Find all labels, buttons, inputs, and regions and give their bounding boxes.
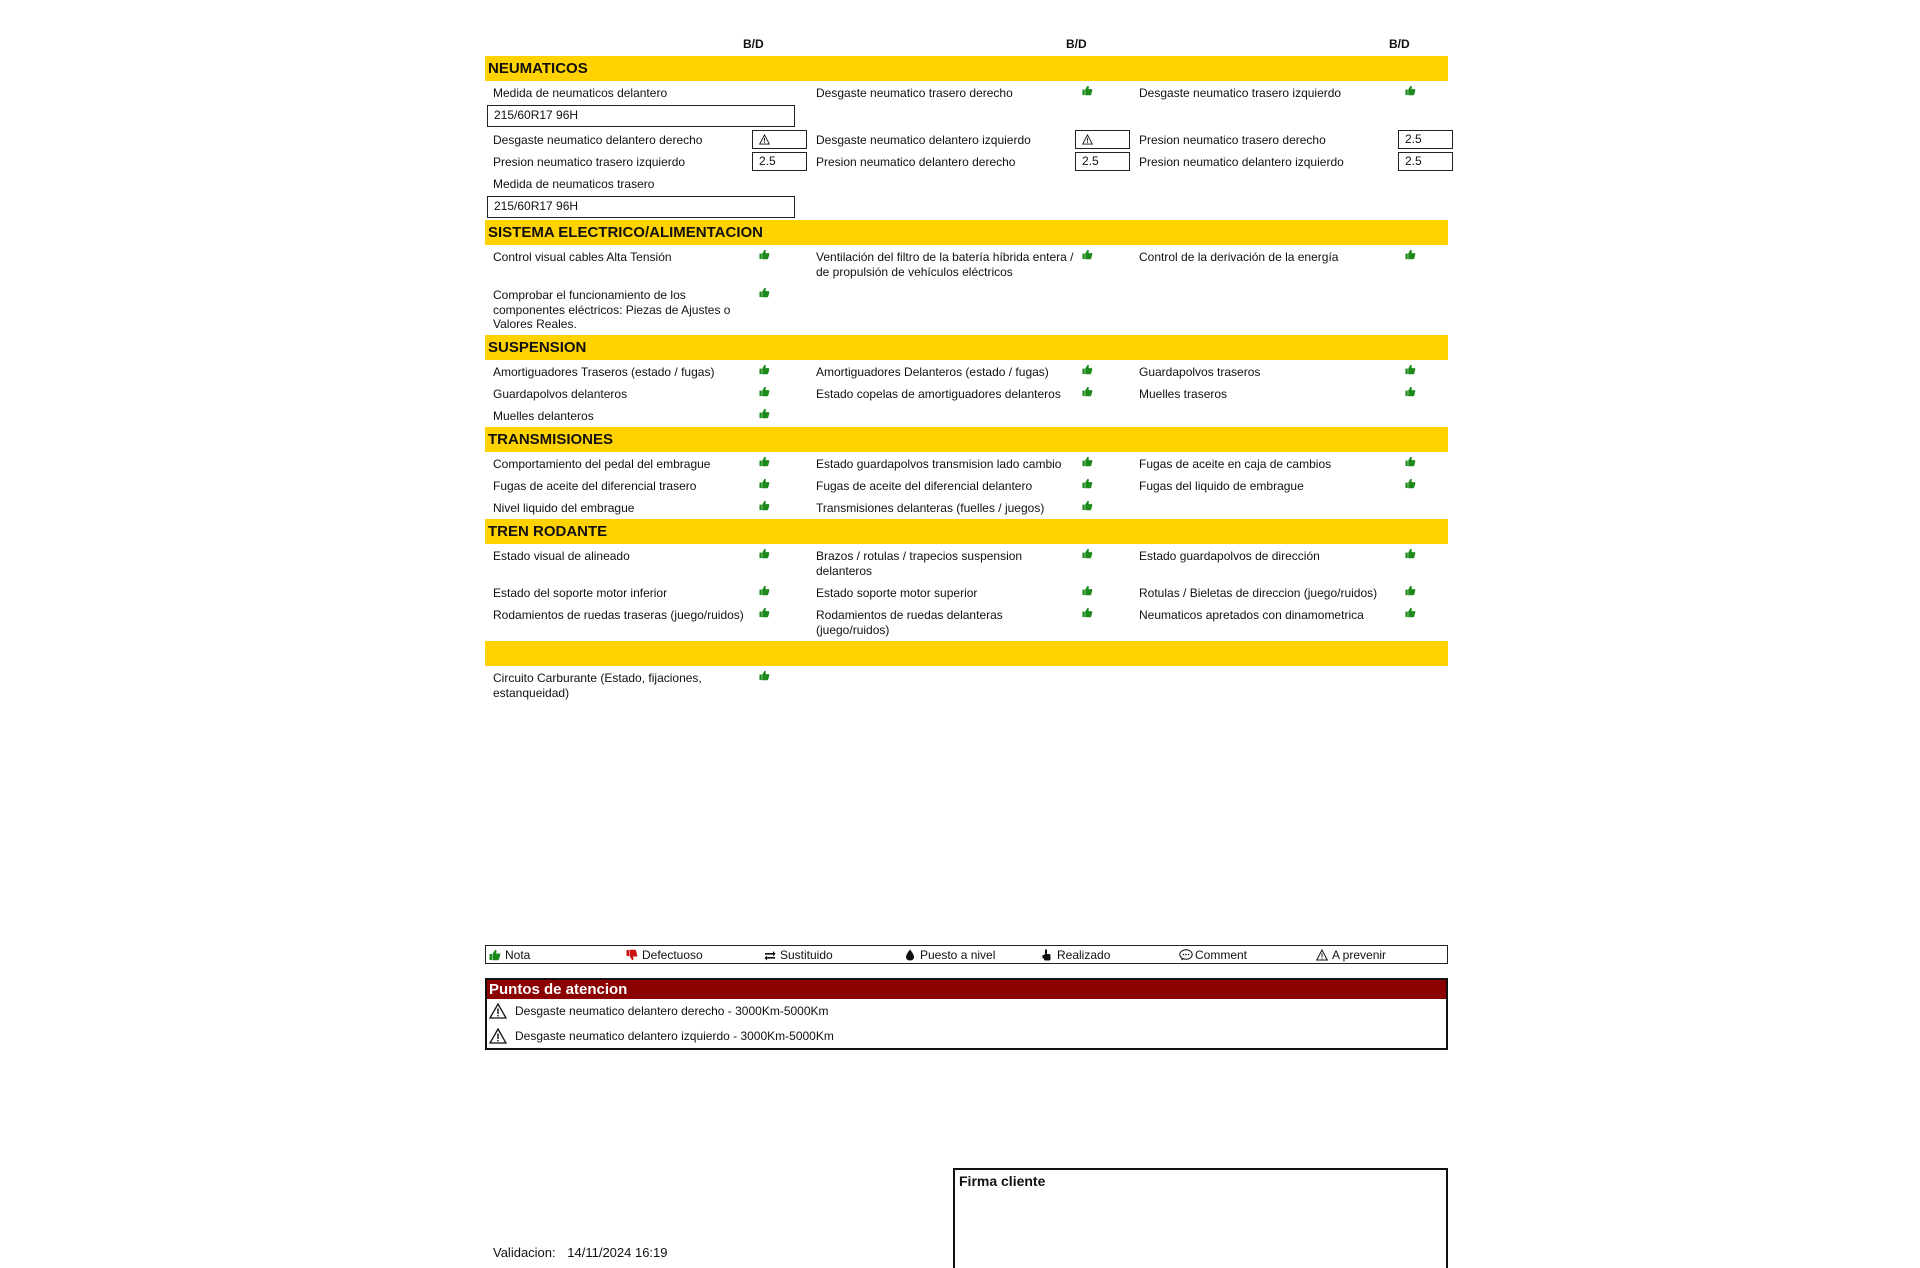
legend-label: Realizado	[1057, 948, 1111, 962]
thumb-up-icon	[759, 670, 770, 681]
section-title: NEUMATICOS	[488, 60, 588, 77]
thumb-up-icon	[1082, 386, 1093, 397]
item-label: Estado guardapolvos transmision lado cambio	[816, 457, 1062, 471]
thumb-up-icon	[759, 364, 770, 375]
validation-line	[493, 1245, 668, 1260]
thumb-up-icon	[759, 287, 770, 298]
bd-header-col3: B/D	[1389, 37, 1410, 51]
item-label: Comprobar el funcionamiento de los componentes eléctricos: Piezas de Ajustes o Valores Reales.	[493, 288, 731, 331]
thumb-up-icon	[1405, 249, 1416, 260]
tire-size-rear-field[interactable]: 215/60R17 96H	[487, 196, 795, 218]
section-bar-untitled	[485, 641, 1448, 666]
thumb-up-icon	[1082, 249, 1093, 260]
thumb-up-icon	[1405, 607, 1416, 618]
thumb-up-icon	[759, 408, 770, 419]
item-label: Presion neumatico delantero izquierdo	[1139, 155, 1344, 169]
thumb-up-icon	[1082, 364, 1093, 375]
pressure-field[interactable]: 2.5	[1398, 152, 1453, 171]
item-label: Desgaste neumatico delantero izquierdo	[816, 133, 1031, 147]
item-label: Estado copelas de amortiguadores delanteros	[816, 387, 1061, 401]
section-bar-electrico	[485, 220, 1448, 245]
item-label: Presion neumatico trasero izquierdo	[493, 155, 686, 169]
swap-icon	[764, 949, 776, 961]
comment-icon	[1179, 949, 1193, 961]
section-bar-transmisiones	[485, 427, 1448, 452]
thumb-up-icon	[1405, 585, 1416, 596]
item-label: Rodamientos de ruedas delanteras (juego/ruidos)	[816, 608, 1003, 637]
item-label: Rotulas / Bieletas de direccion (juego/ruidos)	[1139, 586, 1378, 600]
item-label: Brazos / rotulas / trapecios suspension delanteros	[816, 549, 1023, 578]
item-label: Fugas del liquido de embrague	[1139, 479, 1304, 493]
item-label: Rodamientos de ruedas traseras (juego/ruidos)	[493, 608, 744, 622]
status-box-warning	[752, 130, 807, 149]
thumb-up-icon	[1405, 456, 1416, 467]
thumb-up-icon	[1405, 85, 1416, 96]
drop-icon	[904, 949, 916, 961]
thumb-up-icon	[1405, 548, 1416, 559]
thumb-up-icon	[759, 548, 770, 559]
section-title: SUSPENSION	[488, 339, 587, 356]
pressure-field[interactable]: 2.5	[1075, 152, 1130, 171]
item-label: Neumaticos apretados con dinamometrica	[1139, 608, 1364, 622]
attention-item-text: Desgaste neumatico delantero derecho - 3000Km-5000Km	[515, 1004, 829, 1018]
item-label: Medida de neumaticos delantero	[493, 86, 668, 100]
warning-icon	[1316, 949, 1328, 961]
thumb-up-icon	[1082, 548, 1093, 559]
thumb-up-icon	[759, 386, 770, 397]
warning-icon	[759, 134, 770, 145]
item-label: Comportamiento del pedal del embrague	[493, 457, 711, 471]
attention-points	[485, 978, 1448, 1050]
warning-icon	[489, 1028, 507, 1044]
section-title: TRANSMISIONES	[488, 431, 614, 448]
item-label: Medida de neumaticos trasero	[493, 177, 655, 191]
thumb-up-icon	[1405, 364, 1416, 375]
item-label: Transmisiones delanteras (fuelles / juegos)	[816, 501, 1045, 515]
item-label: Fugas de aceite del diferencial delantero	[816, 479, 1033, 493]
section-bar-tren-rodante	[485, 519, 1448, 544]
item-label: Presion neumatico trasero derecho	[1139, 133, 1326, 147]
section-bar-suspension	[485, 335, 1448, 360]
item-label: Guardapolvos delanteros	[493, 387, 628, 401]
thumb-up-icon	[759, 585, 770, 596]
status-box-warning	[1075, 130, 1130, 149]
item-label: Muelles traseros	[1139, 387, 1228, 401]
item-label: Circuito Carburante (Estado, fijaciones, estanqueidad)	[493, 671, 702, 700]
item-label: Amortiguadores Delanteros (estado / fugas)	[816, 365, 1049, 379]
thumb-up-icon	[1405, 478, 1416, 489]
bd-header-col2: B/D	[1066, 37, 1087, 51]
item-label: Fugas de aceite del diferencial trasero	[493, 479, 697, 493]
section-bar-neumaticos	[485, 56, 1448, 81]
legend	[485, 945, 1448, 964]
item-label: Desgaste neumatico trasero derecho	[816, 86, 1013, 100]
thumb-up-icon	[489, 949, 501, 961]
warning-icon	[489, 1003, 507, 1019]
pressure-field[interactable]: 2.5	[1398, 130, 1453, 149]
validation-value: 14/11/2024 16:19	[567, 1245, 668, 1260]
thumb-up-icon	[1082, 478, 1093, 489]
legend-label: Defectuoso	[642, 948, 703, 962]
section-title: TREN RODANTE	[488, 523, 608, 540]
attention-title: Puntos de atencion	[489, 981, 628, 998]
item-label: Guardapolvos traseros	[1139, 365, 1261, 379]
item-label: Estado guardapolvos de dirección	[1139, 549, 1320, 563]
signature-title: Firma cliente	[959, 1173, 1046, 1189]
signature-box[interactable]	[953, 1168, 1448, 1268]
thumb-up-icon	[1082, 607, 1093, 618]
done-hand-icon	[1041, 949, 1053, 961]
item-label: Presion neumatico delantero derecho	[816, 155, 1016, 169]
tire-size-front-field[interactable]: 215/60R17 96H	[487, 105, 795, 127]
thumb-up-icon	[759, 456, 770, 467]
item-label: Amortiguadores Traseros (estado / fugas)	[493, 365, 715, 379]
legend-label: A prevenir	[1332, 948, 1387, 962]
thumb-up-icon	[759, 249, 770, 260]
legend-label: Comment	[1195, 948, 1248, 962]
thumb-down-icon	[626, 949, 638, 961]
item-label: Muelles delanteros	[493, 409, 594, 423]
validation-label: Validacion:	[493, 1245, 556, 1260]
thumb-up-icon	[1405, 386, 1416, 397]
item-label: Desgaste neumatico delantero derecho	[493, 133, 703, 147]
warning-icon	[1082, 134, 1093, 145]
item-label: Control visual cables Alta Tensión	[493, 250, 672, 264]
item-label: Control de la derivación de la energía	[1139, 250, 1339, 264]
thumb-up-icon	[1082, 85, 1093, 96]
item-label: Desgaste neumatico trasero izquierdo	[1139, 86, 1342, 100]
thumb-up-icon	[759, 607, 770, 618]
item-label: Fugas de aceite en caja de cambios	[1139, 457, 1332, 471]
legend-label: Sustituido	[780, 948, 833, 962]
item-label: Ventilación del filtro de la batería híbrida entera / de propulsión de vehículos eléctricos	[816, 250, 1074, 279]
thumb-up-icon	[1082, 585, 1093, 596]
item-label: Nivel liquido del embrague	[493, 501, 635, 515]
pressure-field[interactable]: 2.5	[752, 152, 807, 171]
attention-item-text: Desgaste neumatico delantero izquierdo - 3000Km-5000Km	[515, 1029, 834, 1043]
thumb-up-icon	[1082, 500, 1093, 511]
section-title: SISTEMA ELECTRICO/ALIMENTACION	[488, 224, 763, 241]
bd-header-col1: B/D	[743, 37, 764, 51]
thumb-up-icon	[759, 500, 770, 511]
legend-label: Nota	[505, 948, 531, 962]
attention-header	[487, 980, 1446, 999]
item-label: Estado soporte motor superior	[816, 586, 978, 600]
thumb-up-icon	[1082, 456, 1093, 467]
thumb-up-icon	[759, 478, 770, 489]
item-label: Estado visual de alineado	[493, 549, 630, 563]
item-label: Estado del soporte motor inferior	[493, 586, 668, 600]
legend-label: Puesto a nivel	[920, 948, 996, 962]
